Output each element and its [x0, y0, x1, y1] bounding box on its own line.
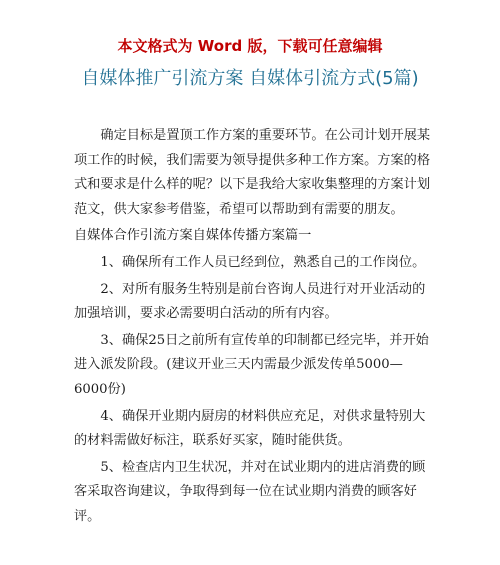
list-item: 2、对所有服务生特别是前台咨询人员进行对开业活动的加强培训，要求必需要明白活动的所有内容。 [74, 281, 426, 322]
document-body [74, 124, 434, 532]
section-heading: 自媒体合作引流方案自媒体传播方案篇一 [74, 228, 312, 244]
list-item: 3、确保25日之前所有宣传单的印制都已经完毕，并开始进入派发阶段。(建议开业三天内需最少派发传单5000—6000份) [74, 332, 429, 397]
document-title: 自媒体推广引流方案 自媒体引流方式(5篇) [81, 68, 419, 89]
intro-paragraph: 确定目标是置顶工作方案的重要环节。在公司计划开展某项工作的时候，我们需要为领导提供多种工作方案。方案的格式和要求是什么样的呢？以下是我给大家收集整理的方案计划范文，供大家参考借鉴，希望可以帮助到有需要的朋友。 [74, 128, 431, 217]
list-item: 1、确保所有工作人员已经到位，熟悉自己的工作岗位。 [100, 254, 426, 270]
list-item: 4、确保开业期内厨房的材料供应充足，对供求量特别大的材料需做好标注，联系好买家，随时能供货。 [74, 408, 426, 449]
list-item: 5、检查店内卫生状况，并对在试业期内的进店消费的顾客采取咨询建议，争取得到每一位在试业期内消费的顾客好评。 [74, 459, 426, 524]
editable-notice-banner: 本文格式为 Word 版，下载可任意编辑 [117, 37, 383, 55]
